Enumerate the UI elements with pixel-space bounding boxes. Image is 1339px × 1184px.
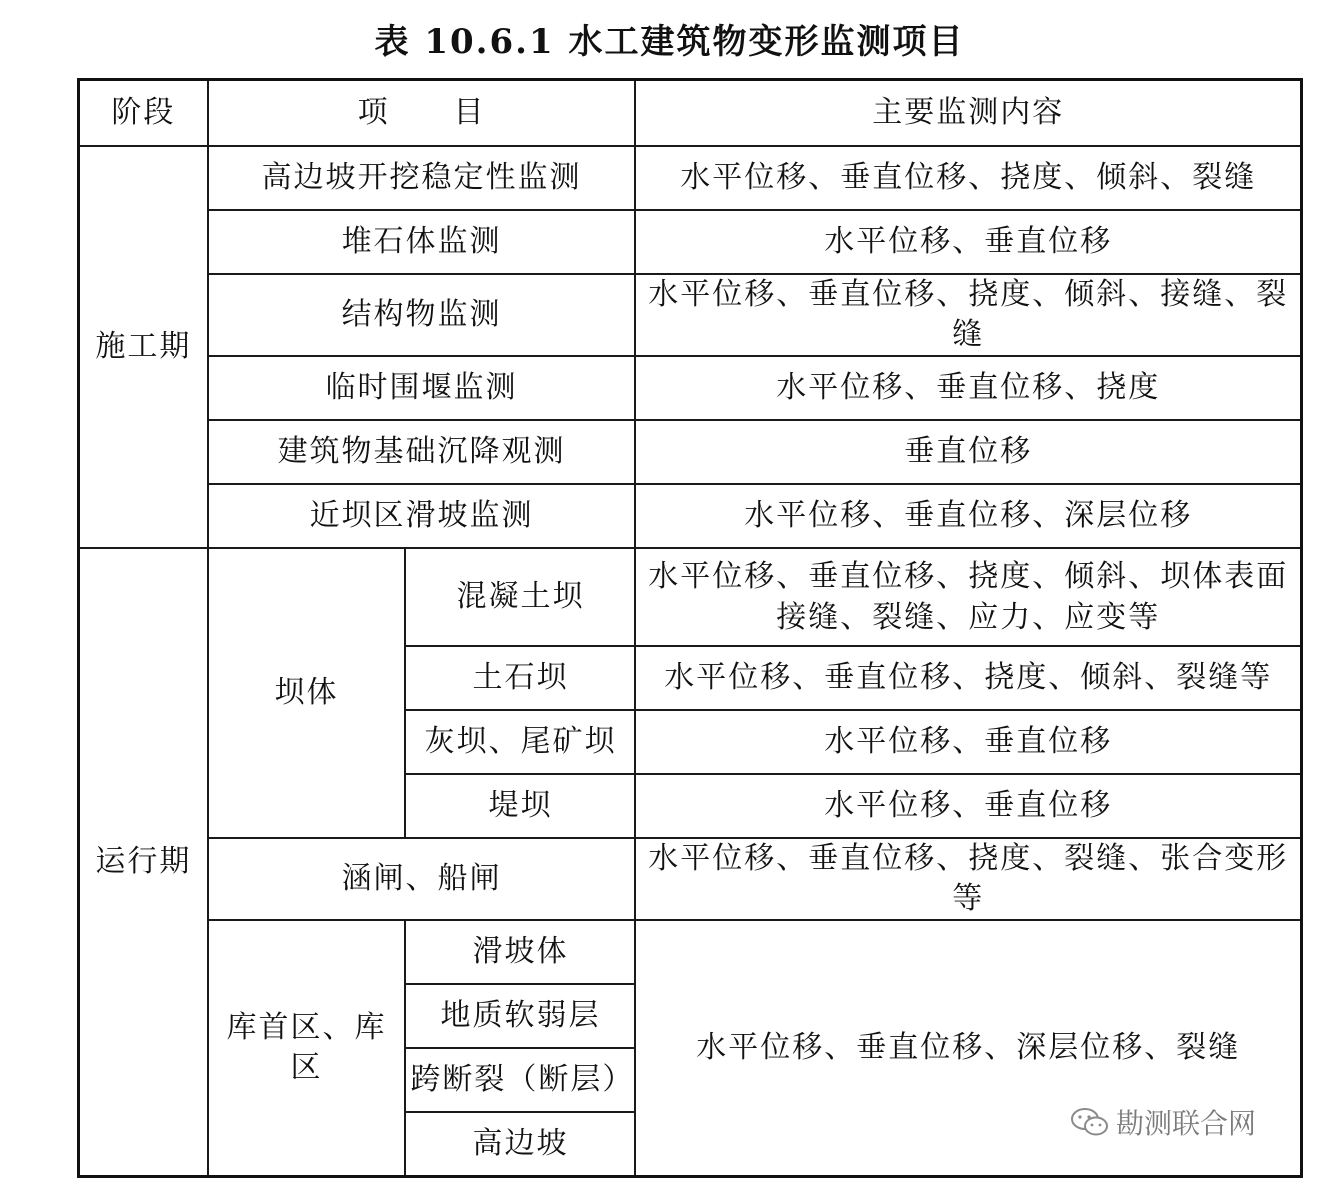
content-line: 接缝、裂缝、应力、应变等 <box>776 600 1161 635</box>
sub-item-cell: 跨断裂（断层） <box>405 1048 635 1112</box>
table-row <box>79 548 1302 646</box>
sub-item-cell: 土石坝 <box>405 646 635 710</box>
item-cell: 结构物监测 <box>208 274 636 356</box>
content-cell: 水平位移、垂直位移、挠度、倾斜、裂缝 <box>635 146 1301 210</box>
item-cell: 涵闸、船闸 <box>208 838 636 920</box>
sub-item-cell: 滑坡体 <box>405 920 635 984</box>
header-stage: 阶段 <box>79 80 208 147</box>
header-row <box>79 80 1302 147</box>
content-cell: 水平位移、垂直位移 <box>635 210 1301 274</box>
table-title: 表 10.6.1 水工建筑物变形监测项目 <box>374 22 965 62</box>
sub-item-cell: 地质软弱层 <box>405 984 635 1048</box>
content-cell: 水平位移、垂直位移 <box>635 710 1301 774</box>
content-cell: 水平位移、垂直位移、深层位移、裂缝 <box>635 920 1301 1177</box>
content-cell: 水平位移、垂直位移、挠度、倾斜、接缝、裂缝 <box>635 274 1301 356</box>
watermark-text: 勘测联合网 <box>1116 1107 1257 1140</box>
item-cell: 建筑物基础沉降观测 <box>208 420 636 484</box>
content-cell: 水平位移、垂直位移、深层位移 <box>635 484 1301 548</box>
header-content: 主要监测内容 <box>635 80 1301 147</box>
content-line: 水平位移、垂直位移、挠度、倾斜、坝体表面 <box>648 559 1289 594</box>
group-reservoir: 库首区、库区 <box>208 920 406 1177</box>
content-cell: 垂直位移 <box>635 420 1301 484</box>
stage-construction: 施工期 <box>79 146 208 548</box>
sub-item-cell: 堤坝 <box>405 774 635 838</box>
group-dam: 坝体 <box>208 548 406 838</box>
item-cell: 近坝区滑坡监测 <box>208 484 636 548</box>
header-item: 项 目 <box>208 80 636 147</box>
table-row <box>79 210 1302 274</box>
content-cell: 水平位移、垂直位移 <box>635 774 1301 838</box>
content-cell: 水平位移、垂直位移、挠度、倾斜、裂缝等 <box>635 646 1301 710</box>
monitoring-table <box>77 78 1303 1178</box>
table-row <box>79 920 1302 984</box>
table-row <box>79 420 1302 484</box>
content-cell: 水平位移、垂直位移、挠度、裂缝、张合变形等 <box>635 838 1301 920</box>
sub-item-cell: 高边坡 <box>405 1112 635 1177</box>
table-row <box>79 356 1302 420</box>
wechat-icon <box>1070 1107 1110 1137</box>
stage-operation: 运行期 <box>79 548 208 1177</box>
item-cell: 高边坡开挖稳定性监测 <box>208 146 636 210</box>
item-cell: 堆石体监测 <box>208 210 636 274</box>
sub-item-cell: 混凝土坝 <box>405 548 635 646</box>
table-row <box>79 838 1302 920</box>
table-row <box>79 484 1302 548</box>
table-row <box>79 274 1302 356</box>
sub-item-cell: 灰坝、尾矿坝 <box>405 710 635 774</box>
content-cell: 水平位移、垂直位移、挠度 <box>635 356 1301 420</box>
table-row <box>79 146 1302 210</box>
item-cell: 临时围堰监测 <box>208 356 636 420</box>
content-cell <box>635 548 1301 646</box>
watermark <box>1070 1102 1256 1142</box>
